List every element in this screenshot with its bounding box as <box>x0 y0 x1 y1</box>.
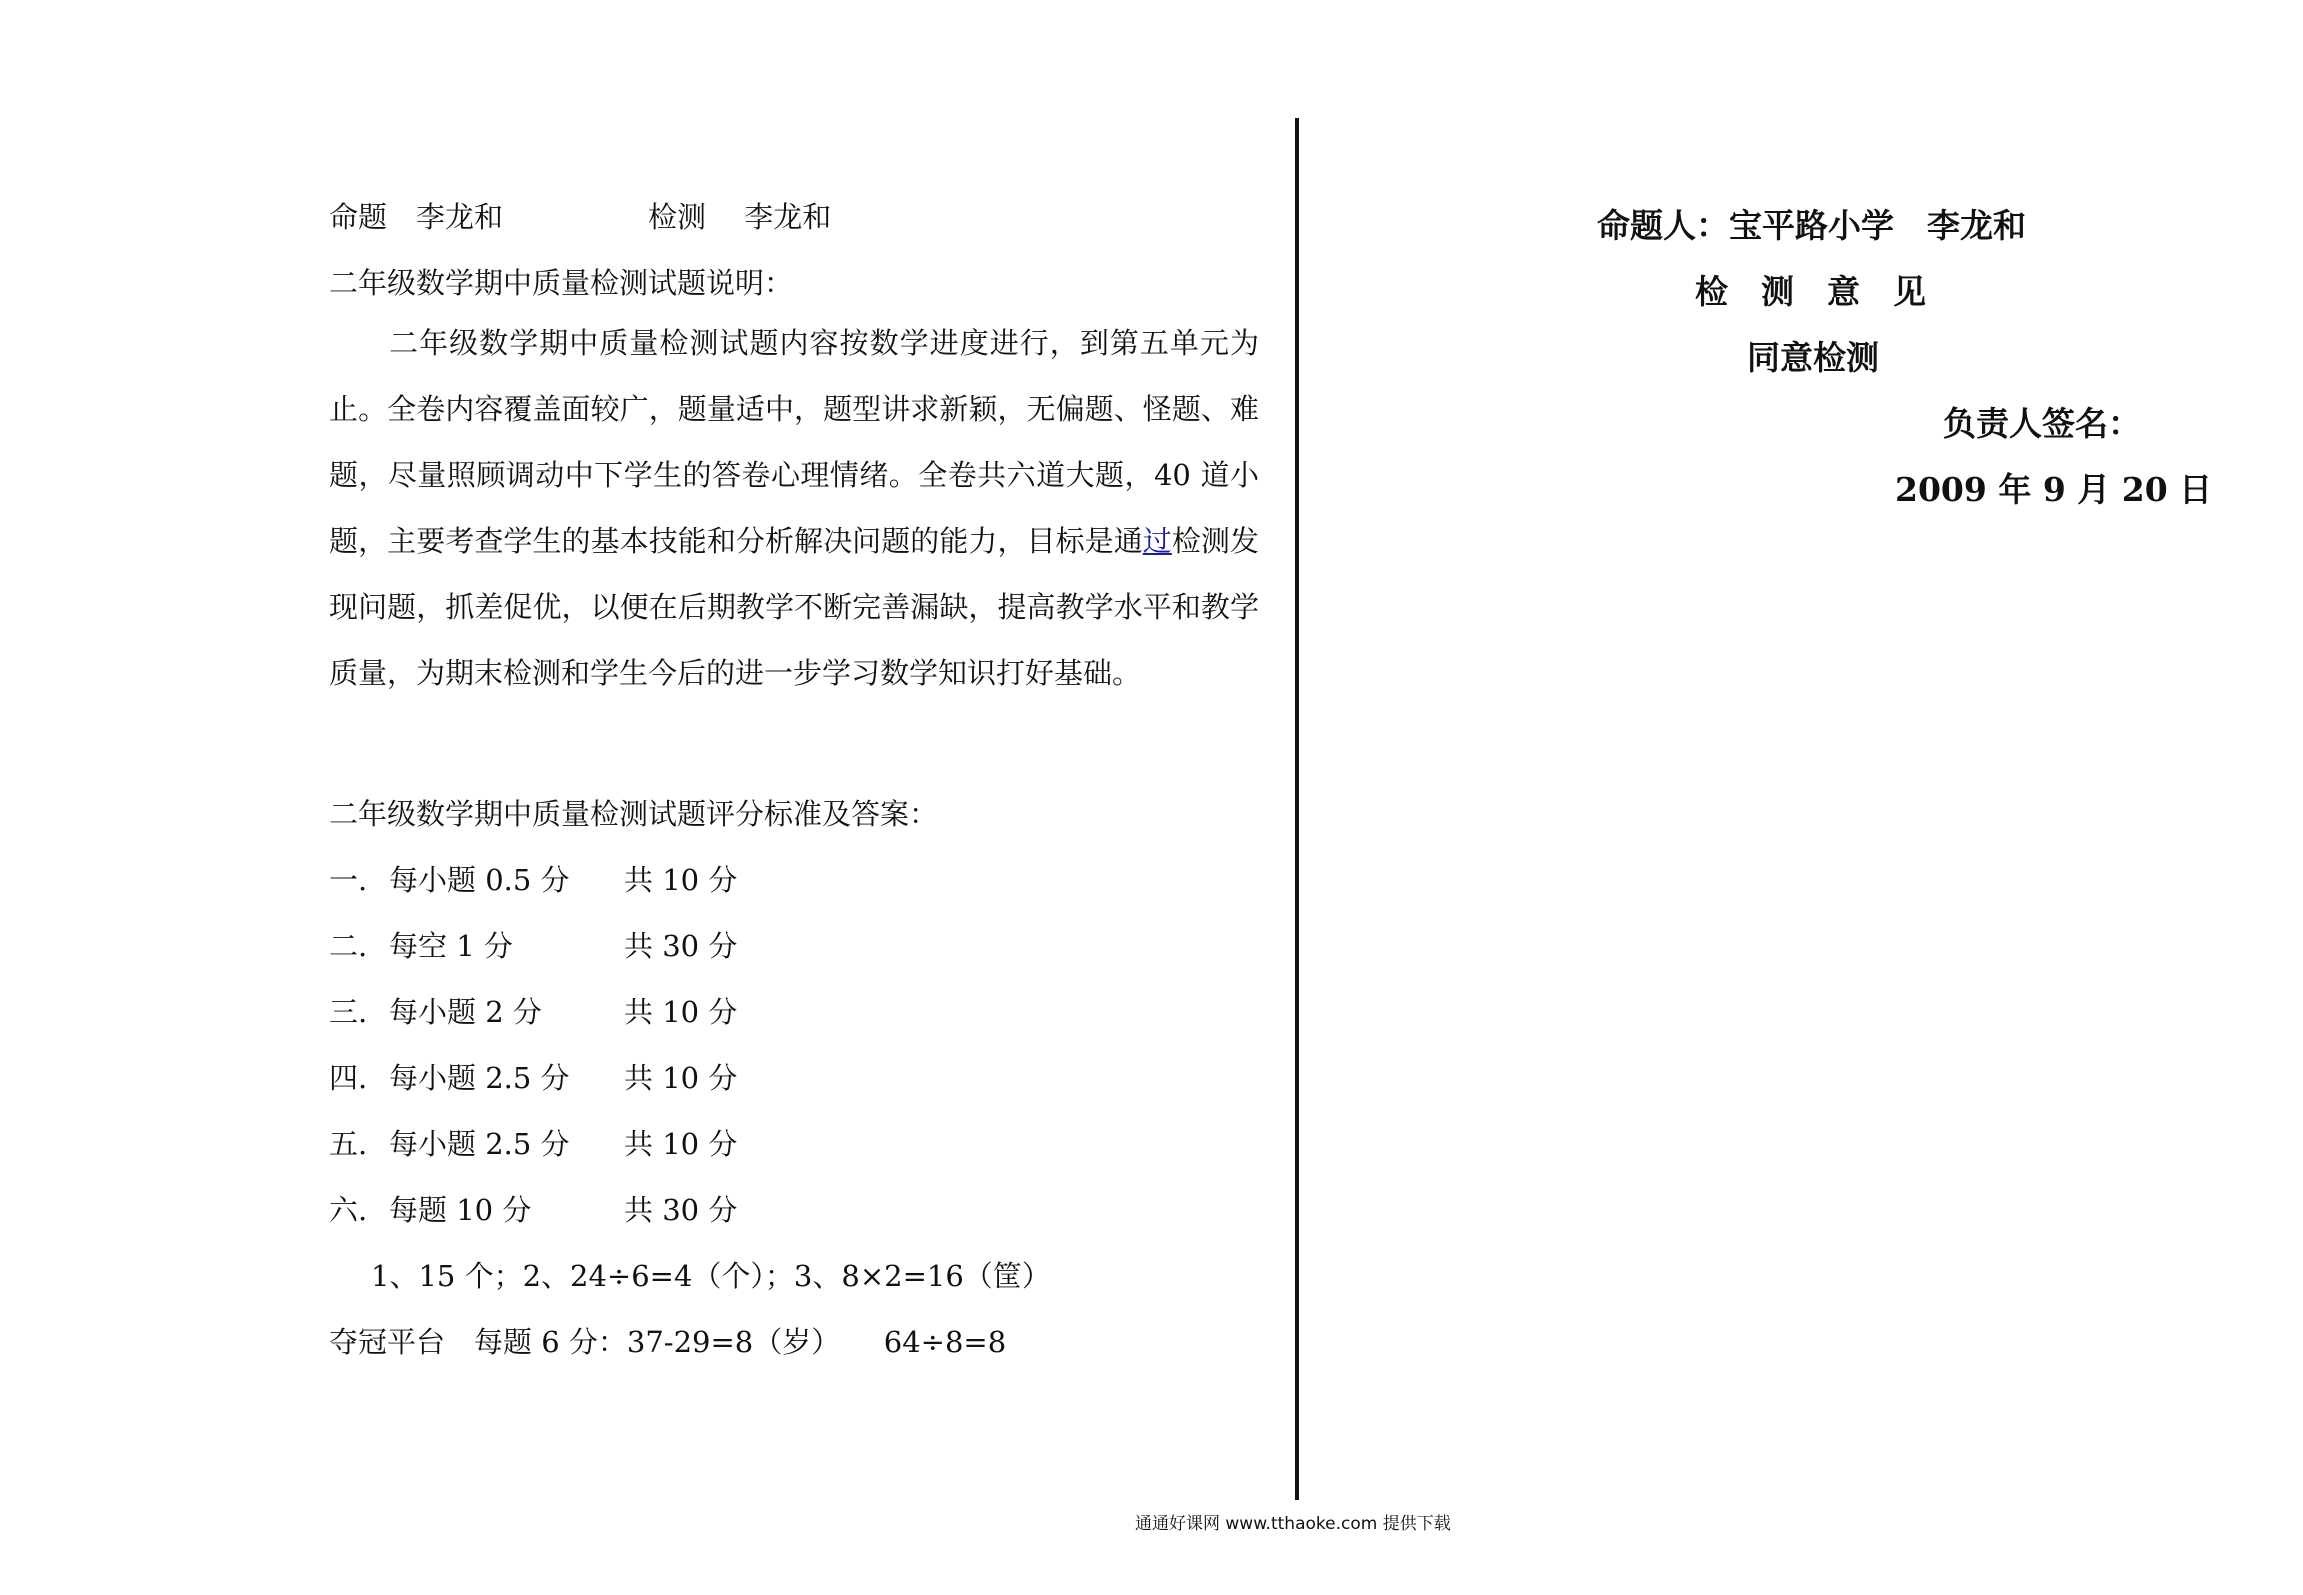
opinion-text: 同意检测 <box>1747 338 1879 377</box>
score-total: 共 10 分 <box>624 863 738 897</box>
column-divider <box>1295 118 1299 1500</box>
score-index: 一. <box>329 863 368 897</box>
score-each: 每小题 2 分 <box>389 995 542 1029</box>
score-each: 每小题 0.5 分 <box>389 863 570 897</box>
header-line: 命题 李龙和 检测 李龙和 <box>329 200 832 234</box>
score-index: 六. <box>329 1193 368 1227</box>
score-each: 每小题 2.5 分 <box>389 1061 570 1095</box>
author-line: 命题人：宝平路小学 李龙和 <box>1597 206 2026 245</box>
paragraph-text-b: 检测发现问题，抓差促优，以便在后期教学不断完善漏缺，提高教学水平和教学质量，为期末检测和学生今后的进一步学习数学知识打好基础。 <box>329 524 1259 690</box>
score-row <box>329 1188 737 1229</box>
score-row <box>329 1056 737 1097</box>
score-index: 四. <box>329 1061 368 1095</box>
score-row <box>329 924 737 965</box>
score-total: 共 30 分 <box>624 929 738 963</box>
score-row <box>329 990 737 1031</box>
answer-line: 1、15 个；2、24÷6=4（个）；3、8×2=16（筐） <box>371 1259 1051 1293</box>
score-index: 五. <box>329 1127 368 1161</box>
opinion-title: 检 测 意 见 <box>1695 272 1926 311</box>
score-each: 每小题 2.5 分 <box>389 1127 570 1161</box>
score-index: 三. <box>329 995 368 1029</box>
score-row <box>329 858 737 899</box>
date-line: 2009 年 9 月 20 日 <box>1895 470 2213 509</box>
explanation-paragraph <box>329 310 1259 706</box>
score-row <box>329 1122 737 1163</box>
bonus-line: 夺冠平台 每题 6 分：37-29=8（岁） 64÷8=8 <box>329 1325 1007 1359</box>
score-each: 每题 10 分 <box>389 1193 532 1227</box>
score-index: 二. <box>329 929 368 963</box>
score-total: 共 10 分 <box>624 1061 738 1095</box>
signature-label: 负责人签名： <box>1943 404 2141 443</box>
score-total: 共 10 分 <box>624 995 738 1029</box>
inline-link[interactable]: 过 <box>1142 524 1172 558</box>
score-total: 共 10 分 <box>624 1127 738 1161</box>
score-total: 共 30 分 <box>624 1193 738 1227</box>
footer-text: 通通好课网 www.tthaoke.com 提供下载 <box>1135 1514 1451 1534</box>
score-each: 每空 1 分 <box>389 929 513 963</box>
paragraph-text-a: 二年级数学期中质量检测试题内容按数学进度进行，到第五单元为止。全卷内容覆盖面较广，题量适中，题型讲求新颖，无偏题、怪题、难题，尽量照顾调动中下学生的答卷心理情绪。全卷共六道大题，40 道小题，主要考查学生的基本技能和分析解决问题的能力，目标是通 <box>329 326 1259 558</box>
scoring-title: 二年级数学期中质量检测试题评分标准及答案： <box>329 797 939 831</box>
explanation-title: 二年级数学期中质量检测试题说明： <box>329 266 794 300</box>
